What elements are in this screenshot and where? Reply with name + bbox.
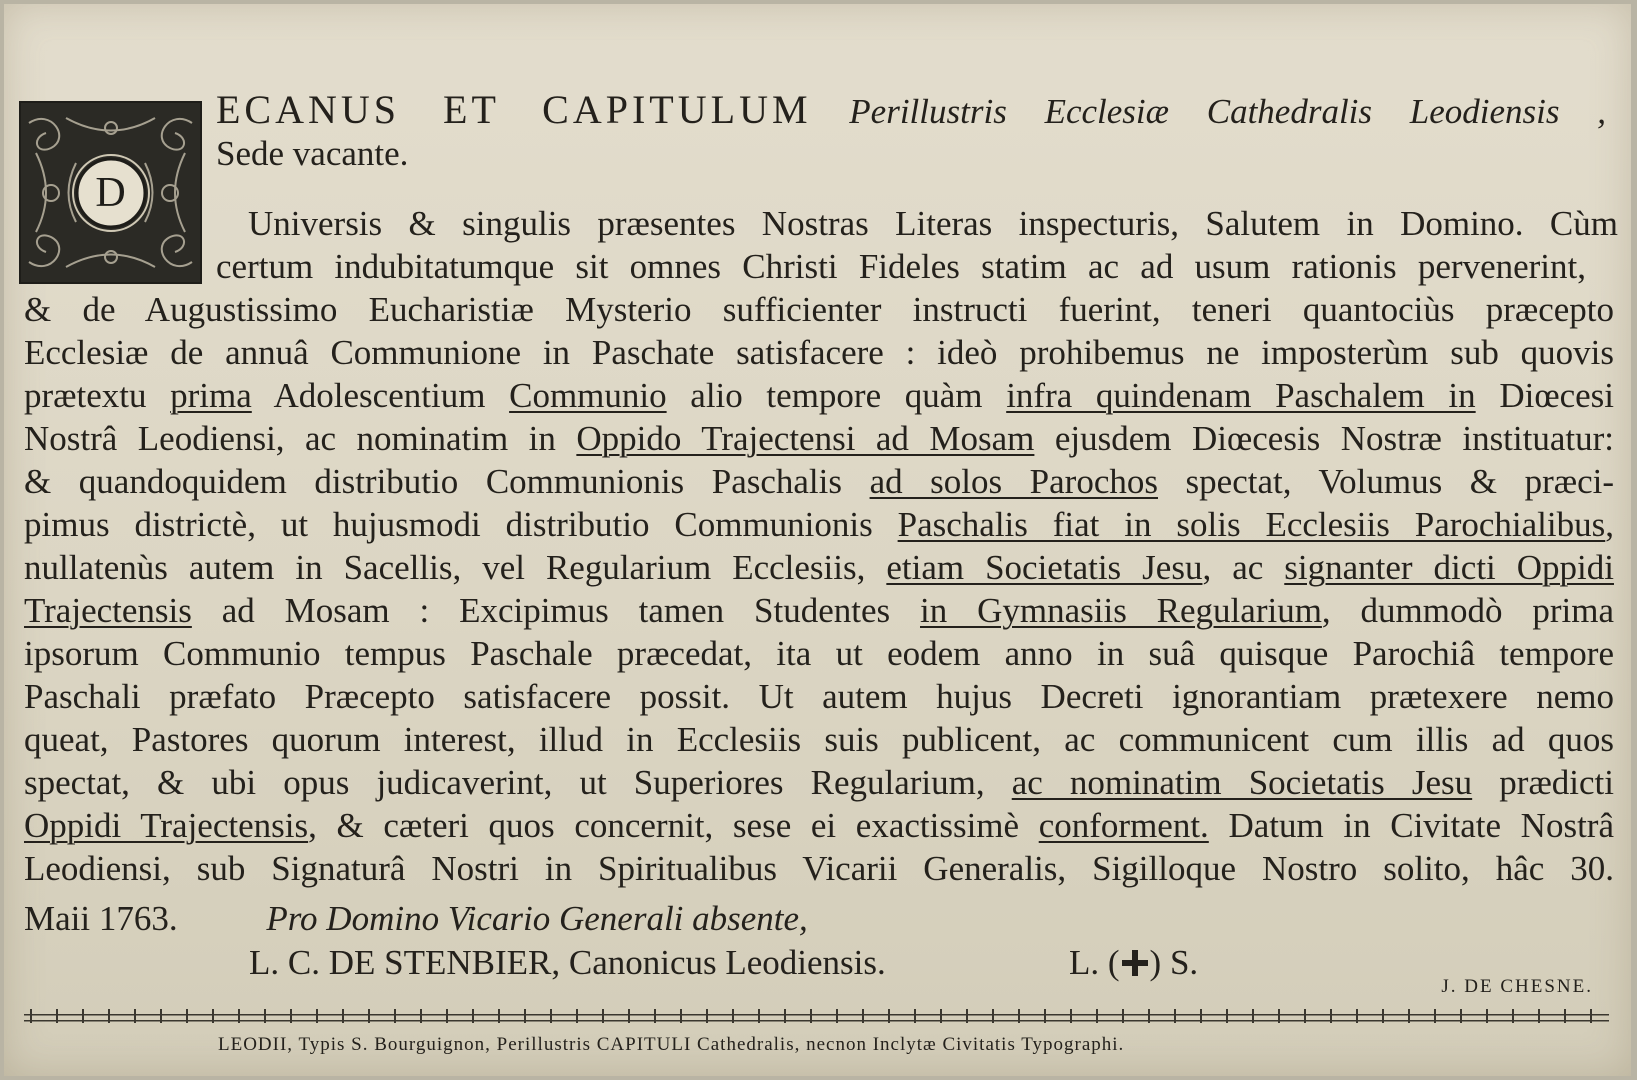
initial-letter: D [95, 170, 126, 216]
seal-mark: L. ( ) S. [1069, 943, 1199, 982]
body-line-6: Nostrâ Leodiensi, ac nominatim in Oppido Trajectensi ad Mosam ejusdem Diœcesis Nostræ instituatur: [24, 419, 1614, 458]
body-line-16: Leodiensi, sub Signaturâ Nostri in Spiritualibus Vicarii Generalis, Sigilloque Nostro solito, hâc 30. [24, 849, 1614, 888]
printer-mark: J. DE CHESNE. [1441, 976, 1593, 997]
body-line-5: prætextu prima Adolescentium Communio alio tempore quàm infra quindenam Paschalem in Diœcesi [24, 376, 1615, 415]
body-line-9: nullatenùs autem in Sacellis, vel Regularium Ecclesiis, etiam Societatis Jesu, ac signanter dicti Oppidi [24, 548, 1614, 587]
document-sheet [4, 4, 1631, 1076]
pro-vicario: Pro Domino Vicario Generali absente, [266, 899, 808, 938]
body-line-1: Universis & singulis præsentes Nostras Literas inspecturis, Salutem in Domino. Cùm [248, 204, 1618, 243]
body-line-11: ipsorum Communio tempus Paschale præcedat, ita ut eodem anno in suâ quisque Parochiâ tempore [24, 634, 1614, 673]
imprint-line: LEODII, Typis S. Bourguignon, Perillustris CAPITULI Cathedralis, necnon Inclytæ Civitatis Typographi. [218, 1034, 1125, 1055]
heading-line [216, 88, 1606, 132]
body-line-8: pimus districtè, ut hujusmodi distributio Communionis Paschalis fiat in solis Ecclesiis Parochialibus, [24, 505, 1614, 544]
body-line-14: spectat, & ubi opus judicaverint, ut Superiores Regularium, ac nominatim Societatis Jesu prædicti [24, 763, 1614, 802]
body-line-13: queat, Pastores quorum interest, illud in Ecclesiis suis publicent, ac communicent cum illis ad quos [24, 720, 1614, 759]
body-line-4: Ecclesiæ de annuâ Communione in Paschate satisfacere : ideò prohibemus ne imposterùm sub quovis [24, 333, 1614, 372]
signatory: L. C. DE STENBIER, Canonicus Leodiensis. [249, 943, 886, 982]
heading-caps: ECANUS ET CAPITULUM [216, 87, 812, 132]
heading-italic: Perillustris Ecclesiæ Cathedralis Leodiensis , [849, 92, 1607, 131]
ornamental-border [24, 1009, 1609, 1023]
body-line-7: & quandoquidem distributio Communionis Paschalis ad solos Parochos spectat, Volumus & præci- [24, 462, 1615, 501]
body-line-10: Trajectensis ad Mosam : Excipimus tamen Studentes in Gymnasiis Regularium, dummodò prima [24, 591, 1614, 630]
date-and-pro-line [24, 897, 808, 941]
body-line-3: & de Augustissimo Eucharistiæ Mysterio sufficienter instructi fuerint, teneri quantociùs præcepto [24, 290, 1614, 329]
date-text: Maii 1763. [24, 899, 178, 938]
cross-icon [1120, 948, 1150, 978]
sede-vacante: Sede vacante. [216, 134, 409, 173]
body-line-12: Paschali præfato Præcepto satisfacere possit. Ut autem hujus Decreti ignorantiam prætexere nemo [24, 677, 1614, 716]
decorated-initial [19, 101, 202, 284]
body-line-2: certum indubitatumque sit omnes Christi Fideles statim ac ad usum rationis pervenerint, [216, 247, 1586, 286]
body-line-15: Oppidi Trajectensis, & cæteri quos concernit, sese ei exactissimè conforment. Datum in Civitate Nostrâ [24, 806, 1614, 845]
